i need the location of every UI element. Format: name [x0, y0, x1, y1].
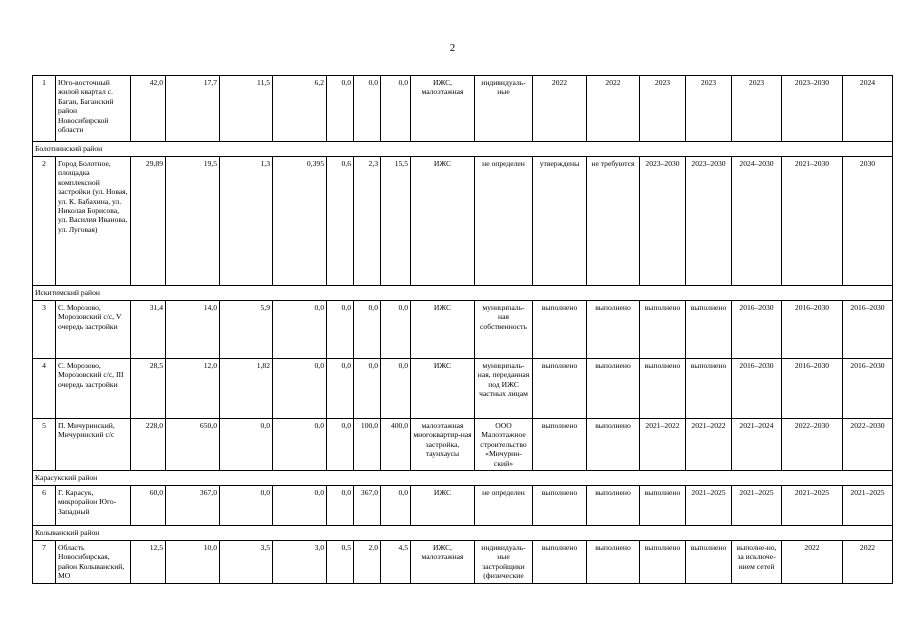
row-number-cell: 5 [33, 419, 56, 471]
row-number-cell: 1 [33, 76, 56, 142]
value-cell: 3,5 [220, 541, 273, 584]
object-name-cell: Город Болотное, площадка комплексной застройки (ул. Новая, ул. К. Бабахина, ул. Николая Борисова, ул. Василия Иванова, ул. Луговая) [56, 157, 131, 286]
value-cell: 367,0 [354, 486, 381, 526]
value-cell: 5,9 [220, 301, 273, 359]
section-row [33, 142, 893, 157]
date-cell: выполне-но, за исключе-нием сетей [732, 541, 782, 584]
value-cell: 100,0 [354, 419, 381, 471]
page-number: 2 [449, 42, 456, 54]
object-name-cell: Юго-восточный жилой квартал с. Баган, Баганский район Новосибирской области [56, 76, 131, 142]
value-cell: 2,0 [354, 541, 381, 584]
date-cell: выполнено [533, 359, 587, 419]
date-cell: 2016–2030 [782, 301, 843, 359]
date-cell: 2024–2030 [732, 157, 782, 286]
value-cell: 367,0 [166, 486, 220, 526]
date-cell: выполнено [640, 359, 686, 419]
value-cell: 17,7 [166, 76, 220, 142]
section-row [33, 286, 893, 301]
section-row [33, 526, 893, 541]
date-cell: 2023–2030 [640, 157, 686, 286]
date-cell: выполнено [533, 541, 587, 584]
value-cell: 42,0 [131, 76, 166, 142]
value-cell: 1,3 [220, 157, 273, 286]
object-name-cell: С. Морозово, Морозовский с/с, III очередь застройки [56, 359, 131, 419]
date-cell: выполнено [587, 359, 640, 419]
value-cell: 0,0 [327, 359, 354, 419]
section-title: Болотнинский район [33, 142, 893, 157]
date-cell: 2022–2030 [843, 419, 893, 471]
value-cell: 12,0 [166, 359, 220, 419]
object-name-cell: Г. Карасук, микрорайон Юго-Западный [56, 486, 131, 526]
table-row [33, 359, 893, 419]
value-cell: 0,0 [327, 76, 354, 142]
value-cell: 0,5 [327, 541, 354, 584]
value-cell: 14,0 [166, 301, 220, 359]
development-type-cell: ИЖС [411, 486, 475, 526]
date-cell: утверждены [533, 157, 587, 286]
date-cell: выполнено [686, 301, 732, 359]
date-cell: 2022 [843, 541, 893, 584]
value-cell: 2,3 [354, 157, 381, 286]
owner-cell: не определен [475, 486, 533, 526]
date-cell: 2016–2030 [732, 359, 782, 419]
value-cell: 400,0 [381, 419, 411, 471]
value-cell: 15,5 [381, 157, 411, 286]
value-cell: 60,0 [131, 486, 166, 526]
object-name-cell: П. Мичуринский, Мичуринский с/с [56, 419, 131, 471]
owner-cell: муниципаль-ная, переданная под ИЖС частных лицам [475, 359, 533, 419]
date-cell: 2016–2030 [732, 301, 782, 359]
value-cell: 0,0 [381, 486, 411, 526]
table-row [33, 419, 893, 471]
date-cell: 2023 [640, 76, 686, 142]
value-cell: 0,395 [273, 157, 327, 286]
row-number-cell: 2 [33, 157, 56, 286]
date-cell: 2021–2025 [732, 486, 782, 526]
value-cell: 0,0 [220, 419, 273, 471]
development-type-cell: ИЖС [411, 301, 475, 359]
table-row [33, 541, 893, 584]
development-type-cell: ИЖС [411, 359, 475, 419]
date-cell: 2023–2030 [686, 157, 732, 286]
section-title: Колыванский район [33, 526, 893, 541]
value-cell: 1,82 [220, 359, 273, 419]
value-cell: 0,0 [381, 301, 411, 359]
date-cell: выполнено [533, 301, 587, 359]
date-cell: выполнено [686, 359, 732, 419]
date-cell: выполнено [640, 541, 686, 584]
date-cell: 2021–2022 [686, 419, 732, 471]
development-type-cell: малоэтажная многоквартир-ная застройка, таунхаусы [411, 419, 475, 471]
date-cell: 2021–2030 [782, 157, 843, 286]
value-cell: 0,0 [354, 76, 381, 142]
date-cell: 2022 [782, 541, 843, 584]
date-cell: выполнено [686, 541, 732, 584]
value-cell: 3,0 [273, 541, 327, 584]
value-cell: 28,5 [131, 359, 166, 419]
date-cell: выполнено [587, 419, 640, 471]
value-cell: 0,0 [327, 419, 354, 471]
value-cell: 650,0 [166, 419, 220, 471]
row-number-cell: 3 [33, 301, 56, 359]
value-cell: 0,0 [354, 359, 381, 419]
row-number-cell: 6 [33, 486, 56, 526]
value-cell: 0,0 [354, 301, 381, 359]
value-cell: 228,0 [131, 419, 166, 471]
value-cell: 0,0 [381, 359, 411, 419]
date-cell: выполнено [640, 486, 686, 526]
owner-cell: муниципаль-ная собственность [475, 301, 533, 359]
table-row [33, 486, 893, 526]
date-cell: выполнено [640, 301, 686, 359]
date-cell: 2021–2025 [782, 486, 843, 526]
value-cell: 12,5 [131, 541, 166, 584]
date-cell: 2021–2024 [732, 419, 782, 471]
date-cell: 2022 [533, 76, 587, 142]
date-cell: выполнено [587, 301, 640, 359]
section-title: Искитимский район [33, 286, 893, 301]
date-cell: 2021–2025 [843, 486, 893, 526]
value-cell: 19,5 [166, 157, 220, 286]
date-cell: 2023–2030 [782, 76, 843, 142]
development-type-cell: ИЖС, малоэтажная [411, 76, 475, 142]
value-cell: 0,6 [327, 157, 354, 286]
table-row [33, 301, 893, 359]
value-cell: 0,0 [327, 486, 354, 526]
owner-cell: не определен [475, 157, 533, 286]
value-cell: 0,0 [273, 419, 327, 471]
date-cell: 2023 [686, 76, 732, 142]
object-name-cell: Область Новосибирская, район Колыванский, МО [56, 541, 131, 584]
value-cell: 29,89 [131, 157, 166, 286]
date-cell: 2016–2030 [843, 359, 893, 419]
owner-cell: индивидуаль-ные [475, 76, 533, 142]
development-type-cell: ИЖС [411, 157, 475, 286]
value-cell: 0,0 [220, 486, 273, 526]
date-cell: выполнено [587, 486, 640, 526]
date-cell: 2023 [732, 76, 782, 142]
value-cell: 0,0 [273, 359, 327, 419]
document-table [32, 75, 893, 584]
value-cell: 0,0 [273, 486, 327, 526]
date-cell: 2022 [587, 76, 640, 142]
section-row [33, 471, 893, 486]
table-row [33, 76, 893, 142]
date-cell: 2022–2030 [782, 419, 843, 471]
value-cell: 6,2 [273, 76, 327, 142]
date-cell: 2016–2030 [843, 301, 893, 359]
development-type-cell: ИЖС, малоэтажная [411, 541, 475, 584]
value-cell: 0,0 [381, 76, 411, 142]
date-cell: выполнено [587, 541, 640, 584]
row-number-cell: 4 [33, 359, 56, 419]
row-number-cell: 7 [33, 541, 56, 584]
table-row [33, 157, 893, 286]
date-cell: 2021–2022 [640, 419, 686, 471]
value-cell: 11,5 [220, 76, 273, 142]
date-cell: 2021–2025 [686, 486, 732, 526]
value-cell: 0,0 [273, 301, 327, 359]
date-cell: 2016–2030 [782, 359, 843, 419]
date-cell: выполнено [533, 486, 587, 526]
date-cell: выполнено [533, 419, 587, 471]
owner-cell: индивидуаль-ные застройщики (физические [475, 541, 533, 584]
section-title: Карасукский район [33, 471, 893, 486]
object-name-cell: С. Морозово, Морозовский с/с, V очередь застройки [56, 301, 131, 359]
value-cell: 4,5 [381, 541, 411, 584]
date-cell: не требуются [587, 157, 640, 286]
value-cell: 10,0 [166, 541, 220, 584]
date-cell: 2030 [843, 157, 893, 286]
date-cell: 2024 [843, 76, 893, 142]
value-cell: 31,4 [131, 301, 166, 359]
owner-cell: ООО Малоэтажное строительство «Мичурин-ский» [475, 419, 533, 471]
value-cell: 0,0 [327, 301, 354, 359]
